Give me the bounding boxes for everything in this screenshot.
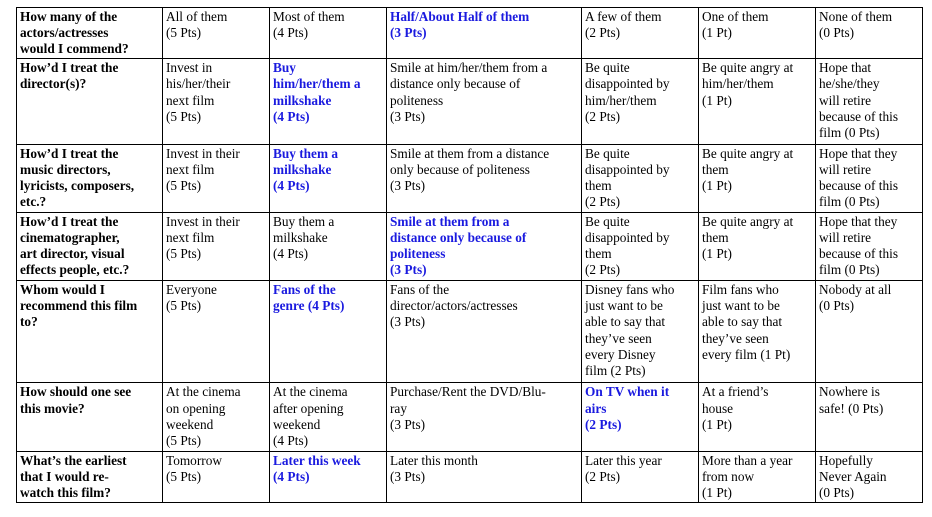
option-text-line: None of them <box>819 9 893 24</box>
question-text-line: lyricists, composers, <box>20 177 135 193</box>
option-text-line: every film (1 Pt) <box>702 346 791 362</box>
option-text-line: Fans of the <box>390 282 450 298</box>
rubric-body <box>17 8 923 503</box>
option-text-line: (3 Pts) <box>390 25 427 41</box>
question-text-line: would I commend? <box>20 41 129 57</box>
rubric-row <box>17 59 923 144</box>
selected-option-four-points <box>270 281 387 383</box>
question-text-line: etc.? <box>20 194 47 210</box>
option-one-point <box>699 281 816 383</box>
option-text-line: Smile at them from a distance <box>390 145 550 161</box>
option-text-line: Buy <box>273 60 296 76</box>
option-text-line: (2 Pts) <box>585 108 621 124</box>
question-text-line: How should one see <box>20 384 132 400</box>
option-text-line: from now <box>702 468 755 484</box>
rubric-row <box>17 451 923 502</box>
option-text-line: next film <box>166 92 215 108</box>
option-text-line: Invest in their <box>166 213 240 229</box>
option-text-line: (5 Pts) <box>166 246 202 262</box>
option-text-line: film (2 Pts) <box>585 363 646 379</box>
option-four-points <box>270 383 387 451</box>
option-text-line: (3 Pts) <box>390 416 426 432</box>
option-text-line: distance only because of <box>390 230 527 246</box>
option-text-line: (2 Pts) <box>585 468 621 484</box>
option-text-line: More than a year <box>702 452 793 468</box>
option-zero-points <box>816 383 923 451</box>
option-text-line: (3 Pts) <box>390 262 427 278</box>
option-text-line: them <box>585 177 612 193</box>
question-text-line: watch this film? <box>20 485 111 501</box>
option-text-line: At the cinema <box>166 384 241 400</box>
option-zero-points <box>816 212 923 280</box>
question-cell <box>17 281 163 383</box>
question-cell <box>17 8 163 59</box>
option-text-line: Nowhere is <box>819 384 880 400</box>
option-five-points <box>163 8 270 59</box>
option-text-line: only because of politeness <box>390 161 530 177</box>
option-text-line: (2 Pts) <box>585 416 622 432</box>
option-zero-points <box>816 59 923 144</box>
option-text-line: (4 Pts) <box>273 108 310 124</box>
option-text-line: politeness <box>390 246 446 262</box>
option-text-line: Be quite <box>585 213 630 229</box>
option-zero-points <box>816 451 923 502</box>
selected-option-two-points <box>582 383 699 451</box>
option-text-line: (1 Pt) <box>702 25 732 41</box>
option-text-line: (2 Pts) <box>585 262 621 278</box>
option-four-points <box>270 212 387 280</box>
question-text-line: music directors, <box>20 161 111 177</box>
option-text-line: Smile at him/her/them from a <box>390 60 548 76</box>
question-cell <box>17 212 163 280</box>
option-text-line: milkshake <box>273 230 328 246</box>
option-five-points <box>163 281 270 383</box>
option-text-line: (4 Pts) <box>273 468 310 484</box>
option-three-points <box>387 281 582 383</box>
option-text-line: (5 Pts) <box>166 468 202 484</box>
option-text-line: (5 Pts) <box>166 108 202 124</box>
option-text-line: politeness <box>390 92 444 108</box>
option-text-line: (5 Pts) <box>166 298 202 314</box>
option-text-line: next film <box>166 230 215 246</box>
option-text-line: (1 Pt) <box>702 246 732 262</box>
option-text-line: (2 Pts) <box>585 194 621 210</box>
option-text-line: Invest in <box>166 60 213 76</box>
option-text-line: Purchase/Rent the DVD/Blu- <box>390 384 546 400</box>
option-text-line: At the cinema <box>273 384 348 400</box>
option-one-point <box>699 8 816 59</box>
option-text-line: Tomorrow <box>166 452 222 468</box>
selected-option-four-points <box>270 451 387 502</box>
option-text-line: Buy them a <box>273 145 339 161</box>
option-five-points <box>163 383 270 451</box>
option-text-line: (4 Pts) <box>273 433 309 449</box>
option-text-line: they’ve seen <box>585 330 652 346</box>
option-text-line: (0 Pts) <box>819 25 855 41</box>
option-five-points <box>163 144 270 212</box>
question-text-line: How’d I treat the <box>20 145 119 161</box>
option-text-line: milkshake <box>273 161 332 177</box>
option-text-line: able to say that <box>702 314 783 330</box>
option-text-line: house <box>702 400 734 416</box>
option-text-line: him/her/them <box>585 92 657 108</box>
option-text-line: Be quite <box>585 145 630 161</box>
question-cell <box>17 451 163 502</box>
rubric-row <box>17 8 923 59</box>
option-text-line: (0 Pts) <box>819 485 855 501</box>
option-text-line: (4 Pts) <box>273 246 309 262</box>
option-five-points <box>163 451 270 502</box>
option-text-line: (3 Pts) <box>390 468 426 484</box>
rubric-row <box>17 144 923 212</box>
option-text-line: Later this week <box>273 452 361 468</box>
option-text-line: Buy them a <box>273 213 335 229</box>
option-text-line: just want to be <box>585 298 663 314</box>
option-text-line: Hope that <box>819 60 872 76</box>
option-text-line: Disney fans who <box>585 282 675 298</box>
option-text-line: Fans of the <box>273 282 336 298</box>
question-text-line: that I would re- <box>20 468 109 484</box>
rubric-row <box>17 212 923 280</box>
option-text-line: they’ve seen <box>702 330 769 346</box>
option-text-line: after opening <box>273 400 344 416</box>
option-text-line: Half/About Half of them <box>390 9 530 24</box>
question-text-line: to? <box>20 314 38 330</box>
question-text-line: What’s the earliest <box>20 452 127 468</box>
option-text-line: disappointed by <box>585 230 670 246</box>
option-text-line: One of them <box>702 9 769 24</box>
option-text-line: just want to be <box>702 298 780 314</box>
option-text-line: Nobody at all <box>819 282 892 298</box>
option-text-line: Hope that they <box>819 213 898 229</box>
option-text-line: (0 Pts) <box>819 298 855 314</box>
option-two-points <box>582 59 699 144</box>
option-three-points <box>387 383 582 451</box>
option-one-point <box>699 59 816 144</box>
option-text-line: he/she/they <box>819 76 880 92</box>
option-text-line: him/her/them a <box>273 76 361 92</box>
option-text-line: his/her/their <box>166 76 231 92</box>
option-text-line: because of this <box>819 246 899 262</box>
option-text-line: film (0 Pts) <box>819 125 880 141</box>
option-text-line: Hopefully <box>819 452 873 468</box>
option-text-line: Be quite angry at <box>702 145 794 161</box>
option-text-line: (1 Pt) <box>702 177 732 193</box>
option-text-line: Be quite angry at <box>702 213 794 229</box>
option-text-line: airs <box>585 400 607 416</box>
option-text-line: next film <box>166 161 215 177</box>
question-cell <box>17 383 163 451</box>
option-text-line: Never Again <box>819 468 887 484</box>
option-one-point <box>699 212 816 280</box>
option-text-line: Most of them <box>273 9 345 24</box>
film-rating-rubric <box>16 7 923 503</box>
question-text-line: cinematographer, <box>20 230 120 246</box>
option-text-line: (1 Pt) <box>702 485 732 501</box>
option-text-line: Be quite <box>585 60 630 76</box>
option-text-line: Later this month <box>390 452 478 468</box>
question-cell <box>17 144 163 212</box>
option-text-line: safe! (0 Pts) <box>819 400 884 416</box>
question-text-line: Whom would I <box>20 282 105 298</box>
option-text-line: will retire <box>819 161 872 177</box>
option-three-points <box>387 59 582 144</box>
option-text-line: All of them <box>166 9 228 24</box>
question-text-line: director(s)? <box>20 76 87 92</box>
option-text-line: Hope that they <box>819 145 898 161</box>
option-text-line: because of this <box>819 177 899 193</box>
option-text-line: every Disney <box>585 346 656 362</box>
option-two-points <box>582 144 699 212</box>
option-text-line: on opening <box>166 400 226 416</box>
option-text-line: weekend <box>273 416 321 432</box>
option-text-line: them <box>702 161 729 177</box>
option-three-points <box>387 144 582 212</box>
option-text-line: (3 Pts) <box>390 177 426 193</box>
option-text-line: them <box>585 246 612 262</box>
option-text-line: On TV when it <box>585 384 670 400</box>
option-text-line: Later this year <box>585 452 662 468</box>
option-two-points <box>582 451 699 502</box>
option-text-line: director/actors/actresses <box>390 298 518 314</box>
option-text-line: distance only because of <box>390 76 521 92</box>
option-zero-points <box>816 8 923 59</box>
option-text-line: will retire <box>819 92 872 108</box>
question-text-line: art director, visual <box>20 246 125 262</box>
option-text-line: (1 Pt) <box>702 92 732 108</box>
option-text-line: At a friend’s <box>702 384 769 400</box>
option-two-points <box>582 212 699 280</box>
option-text-line: him/her/them <box>702 76 774 92</box>
option-text-line: Everyone <box>166 282 217 298</box>
option-text-line: Invest in their <box>166 145 240 161</box>
option-text-line: (4 Pts) <box>273 25 309 41</box>
option-text-line: (5 Pts) <box>166 433 202 449</box>
option-five-points <box>163 59 270 144</box>
option-one-point <box>699 144 816 212</box>
question-text-line: effects people, etc.? <box>20 262 130 278</box>
rubric-row <box>17 281 923 383</box>
option-text-line: (5 Pts) <box>166 25 202 41</box>
option-text-line: (2 Pts) <box>585 25 621 41</box>
option-text-line: weekend <box>166 416 214 432</box>
option-zero-points <box>816 144 923 212</box>
option-five-points <box>163 212 270 280</box>
option-text-line: film (0 Pts) <box>819 194 880 210</box>
selected-option-three-points <box>387 8 582 59</box>
option-text-line: because of this <box>819 108 899 124</box>
option-text-line: will retire <box>819 230 872 246</box>
option-text-line: (3 Pts) <box>390 108 426 124</box>
question-text-line: How’d I treat the <box>20 213 119 229</box>
option-zero-points <box>816 281 923 383</box>
rubric-row <box>17 383 923 451</box>
option-text-line: milkshake <box>273 92 332 108</box>
option-text-line: film (0 Pts) <box>819 262 880 278</box>
option-one-point <box>699 451 816 502</box>
selected-option-three-points <box>387 212 582 280</box>
option-text-line: (4 Pts) <box>273 177 310 193</box>
option-two-points <box>582 8 699 59</box>
option-one-point <box>699 383 816 451</box>
option-text-line: Be quite angry at <box>702 60 794 76</box>
option-three-points <box>387 451 582 502</box>
question-text-line: How many of the <box>20 9 118 24</box>
option-text-line: genre (4 Pts) <box>273 298 345 314</box>
question-text-line: recommend this film <box>20 298 138 314</box>
option-text-line: disappointed by <box>585 76 670 92</box>
option-text-line: ray <box>390 400 407 416</box>
option-text-line: Film fans who <box>702 282 779 298</box>
question-text-line: actors/actresses <box>20 25 109 41</box>
option-text-line: (3 Pts) <box>390 314 426 330</box>
question-text-line: How’d I treat the <box>20 60 119 76</box>
option-text-line: A few of them <box>585 9 662 24</box>
option-text-line: (5 Pts) <box>166 177 202 193</box>
selected-option-four-points <box>270 144 387 212</box>
option-text-line: able to say that <box>585 314 666 330</box>
option-text-line: Smile at them from a <box>390 213 510 229</box>
option-text-line: them <box>702 230 729 246</box>
question-text-line: this movie? <box>20 400 85 416</box>
question-cell <box>17 59 163 144</box>
selected-option-four-points <box>270 59 387 144</box>
option-text-line: disappointed by <box>585 161 670 177</box>
option-two-points <box>582 281 699 383</box>
option-text-line: (1 Pt) <box>702 416 732 432</box>
option-four-points <box>270 8 387 59</box>
